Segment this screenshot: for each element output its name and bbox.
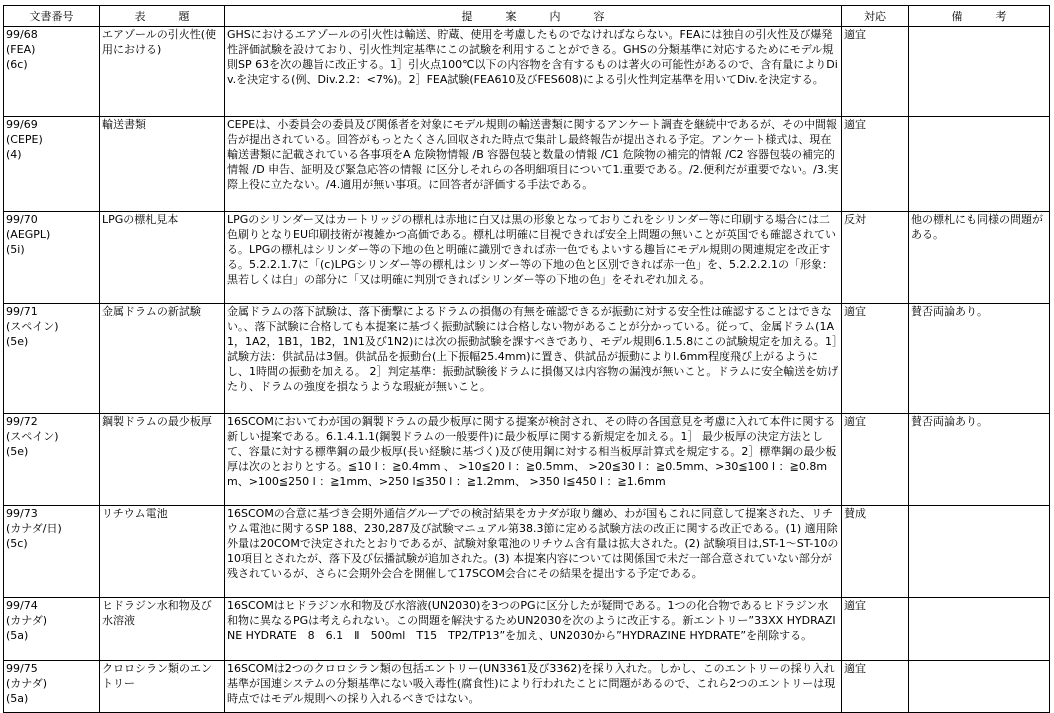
proposal-table [3, 5, 1050, 713]
table-row [4, 117, 1050, 212]
title-cell: エアゾールの引火性(使用における) [100, 27, 225, 117]
header-doc-no: 文書番号 [4, 6, 100, 27]
doc-no-cell: 99/68 (FEA) (6c) [4, 27, 100, 117]
doc-no-cell: 99/74 (カナダ) (5a) [4, 598, 100, 661]
document-table-wrapper [3, 5, 1050, 713]
title-cell: リチウム電池 [100, 506, 225, 598]
content-cell: 16SCOMはヒドラジン水和物及び水溶液(UN2030)を3つのPGに区分したが疑問である。1つの化合物であるヒドラジン水和物に異なるPGは考えられない。この問題を解決するためUN2030を次のように改正する。新エントリー”33XX HYDRAZINE HYDRATE 8 6.1 Ⅱ 500ml T15 TP2/TP13”を加え、UN2030から”HYDRAZINE HYDRATE”を削除する。 [225, 598, 842, 661]
table-row [4, 661, 1050, 713]
doc-no-cell: 99/70 (AEGPL) (5i) [4, 212, 100, 304]
table-row [4, 506, 1050, 598]
header-remarks: 備 考 [909, 6, 1050, 27]
table-row [4, 27, 1050, 117]
response-cell: 適宜 [842, 661, 909, 713]
doc-no-cell: 99/69 (CEPE) (4) [4, 117, 100, 212]
content-cell: GHSにおけるエアゾールの引火性は輸送、貯蔵、使用を考慮したものでなければならない。FEAには独自の引火性及び爆発性評価試験を設けており、引火性判定基準にこの試験を利用することができる。GHSの分類基準に対応するためにモデル規則SP 63を次の趣旨に改正する。1］引火点100℃以下の内容物を含有するものは著火の可能性があるので、含有量によりDiv.を決定する(例、Div.2.2：<7%)。2］FEA試験(FEA610及びFES608)による引火性判定基準を用いてDiv.を決定する。 [225, 27, 842, 117]
remarks-cell [909, 661, 1050, 713]
remarks-cell: 賛否両論あり。 [909, 414, 1050, 506]
remarks-cell [909, 27, 1050, 117]
response-cell: 適宜 [842, 27, 909, 117]
table-row [4, 304, 1050, 414]
header-response: 対応 [842, 6, 909, 27]
content-cell: 16SCOMは2つのクロロシラン類の包括エントリー(UN3361及び3362)を採り入れた。しかし、このエントリーの採り入れ基準が国連システムの分類基準にない吸入毒性(腐食性)により行われたことに問題があるので、これら2つのエントリーは現時点ではモデル規則への採り入れるべきではない。 [225, 661, 842, 713]
title-cell: 輸送書類 [100, 117, 225, 212]
header-content: 提 案 内 容 [225, 6, 842, 27]
header-title: 表 題 [100, 6, 225, 27]
title-cell: クロロシラン類のエントリー [100, 661, 225, 713]
response-cell: 適宜 [842, 304, 909, 414]
remarks-cell [909, 506, 1050, 598]
title-cell: LPGの標札見本 [100, 212, 225, 304]
title-cell: ヒドラジン水和物及び水溶液 [100, 598, 225, 661]
title-cell: 鋼製ドラムの最少板厚 [100, 414, 225, 506]
remarks-cell: 他の標札にも同様の問題がある。 [909, 212, 1050, 304]
content-cell: LPGのシリンダー又はカートリッジの標札は赤地に白又は黒の形象となっておりこれをシリンダー等に印刷する場合には二色刷りとなりEU印刷技術が複雑かつ高価である。標札は明確に目視できれば安全上問題の無いことが英国でも確認されている。LPGの標札はシリンダー等の下地の色と明確に識別できれば赤一色でもよいする趣旨にモデル規則の関連規定を改正する。5.2.2.1.7に「(c)LPGシリンダー等の標札はシリンダー等の下地の色と区別できれば赤一色」を、5.2.2.2.1の「形象：黒若しくは白」の部分に「又は明確に判別できればシリンダー等の下地の色」をそれぞれ加える。 [225, 212, 842, 304]
remarks-cell [909, 598, 1050, 661]
header-row [4, 6, 1050, 27]
response-cell: 適宜 [842, 414, 909, 506]
doc-no-cell: 99/71 (スペイン) (5e) [4, 304, 100, 414]
content-cell: 金属ドラムの落下試験は、落下衝撃によるドラムの損傷の有無を確認できるが振動に対する安全性は確認することはできない。、落下試験に合格しても本提案に基づく振動試験には合格しない物があることが分かっている。従って、金属ドラム(1A1，1A2，1B1，1B2，1N1及び1N2)には次の振動試験を課すべきであり、モデル規則6.1.5.8にこの試験規定を加える。1］試験方法：供試品は3個。供試品を振動台(上下振幅25.4mm)に置き、供試品が振動によりl.6mm程度飛び上がるようにし、1時間の振動を加える。 2］判定基準：振動試験後ドラムに損傷又は内容物の漏洩が無いこと。ドラムに安全輸送を妨げたり、ドラムの強度を損なうような瑕疵が無いこと。 [225, 304, 842, 414]
table-row [4, 598, 1050, 661]
table-row [4, 212, 1050, 304]
title-cell: 金属ドラムの新試験 [100, 304, 225, 414]
content-cell: 16SCOMの合意に基づき会期外通信グループでの検討結果をカナダが取り纏め、わが国もこれに同意して提案された、リチウム電池に関するSP 188、230,287及び試験マニュアル第38.3節に定める試験方法の改正に関する改正である。(1) 適用除外量は20COMで決定されたとおりであるが、試験対象電池のリチウム含有量は拡大された。(2) 試験項目は,ST-1～ST-10の10項目とされたが、落下及び伝播試験が追加された。(3) 本提案内容については関係国で未だ一部合意されていない部分が残されているが、さらに会期外会合を開催して17SCOM会合にその結果を提出する予定である。 [225, 506, 842, 598]
response-cell: 適宜 [842, 598, 909, 661]
content-cell: CEPEは、小委員会の委員及び関係者を対象にモデル規則の輸送書類に関するアンケート調査を継続中であるが、その中間報告が提出されている。回答がもっとたくさん回収された時点で集計し最終報告が提出される予定。アンケート様式は、現在輸送書類に記載されている各事項をA 危険物情報 /B 容器包装と数量の情報 /C1 危険物の補完的情報 /C2 容器包装の補完的情報 /D 申告、証明及び緊急応答の情報 に区分しそれらの各明細項目について1.重要である。/2.便利だが重要でない。/3.実際上役に立たない。/4.適用が無い事項。に回答者が評価する手法である。 [225, 117, 842, 212]
response-cell: 反対 [842, 212, 909, 304]
response-cell: 適宜 [842, 117, 909, 212]
doc-no-cell: 99/75 (カナダ) (5a) [4, 661, 100, 713]
doc-no-cell: 99/73 (カナダ/日) (5c) [4, 506, 100, 598]
table-row [4, 414, 1050, 506]
doc-no-cell: 99/72 (スペイン) (5e) [4, 414, 100, 506]
content-cell: 16SCOMにおいてわが国の鋼製ドラムの最少板厚に関する提案が検討され、その時の各国意見を考慮に入れて本件に関する新しい提案である。6.1.4.1.1(鋼製ドラムの一般要件)に最少板厚に関する新規定を加える。1］ 最少板厚の決定方法として、容量に対する標準鋼の最少板厚(長い経験に基づく)及び使用鋼に対する相当板厚計算式を規定する。2］標準鋼の最少板厚は次のとおりとする。≦10 l ：≧0.4mm 、 >10≦20 l ：≧0.5mm、 >20≦30 l ：≧0.5mm、>30≦100 l ：≧0.8mm、>100≦250 l ：≧1mm、>250 l≦350 l ：≧1.2mm、 >350 l≦450 l ：≧1.6mm [225, 414, 842, 506]
response-cell: 賛成 [842, 506, 909, 598]
remarks-cell [909, 117, 1050, 212]
remarks-cell: 賛否両論あり。 [909, 304, 1050, 414]
